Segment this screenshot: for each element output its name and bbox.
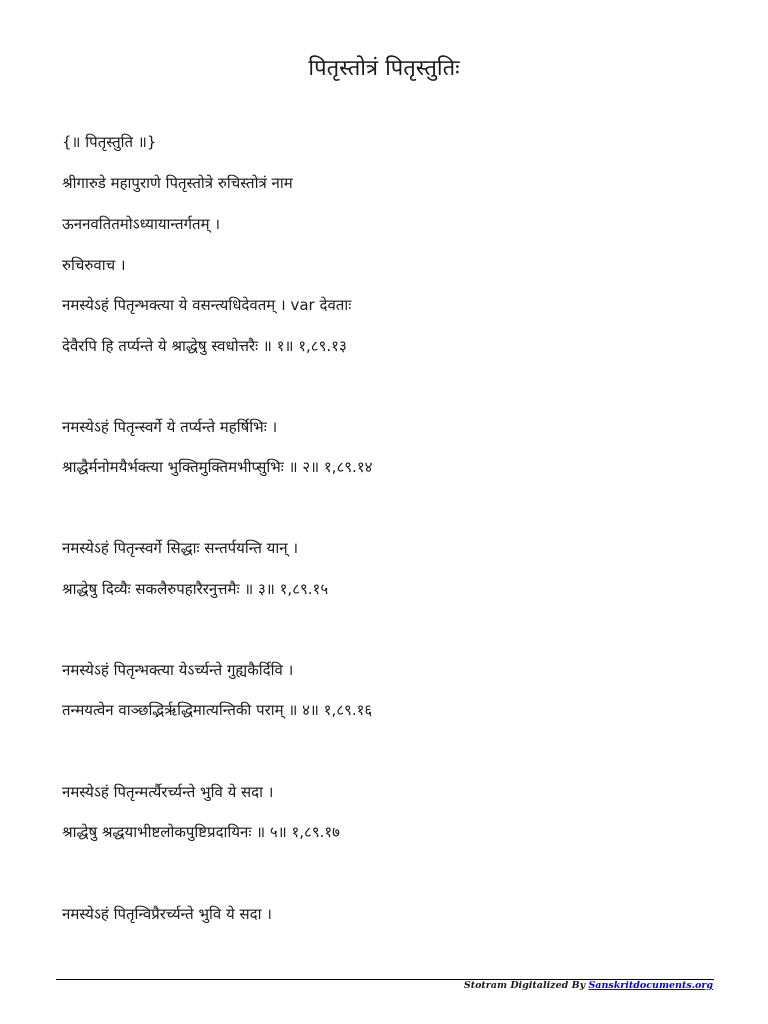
verse-line: श्राद्धैर्मनोमयैर्भक्त्या भुक्तिमुक्तिमभीप्सुभिः ॥ २॥ १,८९.१४ — [62, 458, 373, 476]
page-title: पितृस्तोत्रं पितृस्तुतिः — [308, 56, 460, 81]
text-line: ऊननवतितमोऽध्यायान्तर्गतम् । — [62, 215, 221, 233]
section-heading: {॥ पितृस्तुति ॥} — [62, 133, 157, 151]
footer-credit-text: Stotram Digitalized By — [463, 980, 589, 991]
verse-line: नमस्येऽहं पितृन्स्वर्गे ये तर्प्यन्ते महर्षिभिः । — [62, 418, 278, 436]
verse-line: नमस्येऽहं पितृन्भक्त्या ये वसन्त्यधिदेवतम् । var देवताः — [62, 296, 352, 314]
verse-line: नमस्येऽहं पितृन्मर्त्यैरर्च्यन्ते भुवि ये सदा । — [62, 783, 274, 801]
footer-credit — [464, 980, 713, 992]
verse-line: श्राद्धेषु दिव्यैः सकलैरुपहारैरनुत्तमैः ॥ ३॥ १,८९.१५ — [62, 580, 329, 598]
text-line: श्रीगारुडे महापुराणे पितृस्तोत्रे रुचिस्तोत्रं नाम — [62, 174, 293, 192]
verse-line: नमस्येऽहं पितृन्भक्त्या येऽर्च्यन्ते गुह्यकैर्दिवि । — [62, 661, 294, 679]
verse-line: तन्मयत्वेन वाञ्छद्भिरृद्धिमात्यन्तिकी पराम् ॥ ४॥ १,८९.१६ — [62, 701, 373, 719]
verse-line: नमस्येऽहं पितृन्विप्रैरर्च्यन्ते भुवि ये सदा । — [62, 905, 272, 923]
sanskritdocuments-link[interactable]: Sanskritdocuments.org — [588, 980, 713, 991]
verse-line: देवैरपि हि तर्प्यन्ते ये श्राद्धेषु स्वधोत्तरैः ॥ १॥ १,८९.१३ — [62, 337, 347, 355]
verse-line: श्राद्धेषु श्रद्धयाभीष्टलोकपुष्टिप्रदायिनः ॥ ५॥ १,८९.१७ — [62, 823, 340, 841]
text-line: रुचिरुवाच । — [62, 256, 126, 274]
verse-line: नमस्येऽहं पितृन्स्वर्गे सिद्धाः सन्तर्पयन्ति यान् । — [62, 539, 299, 557]
